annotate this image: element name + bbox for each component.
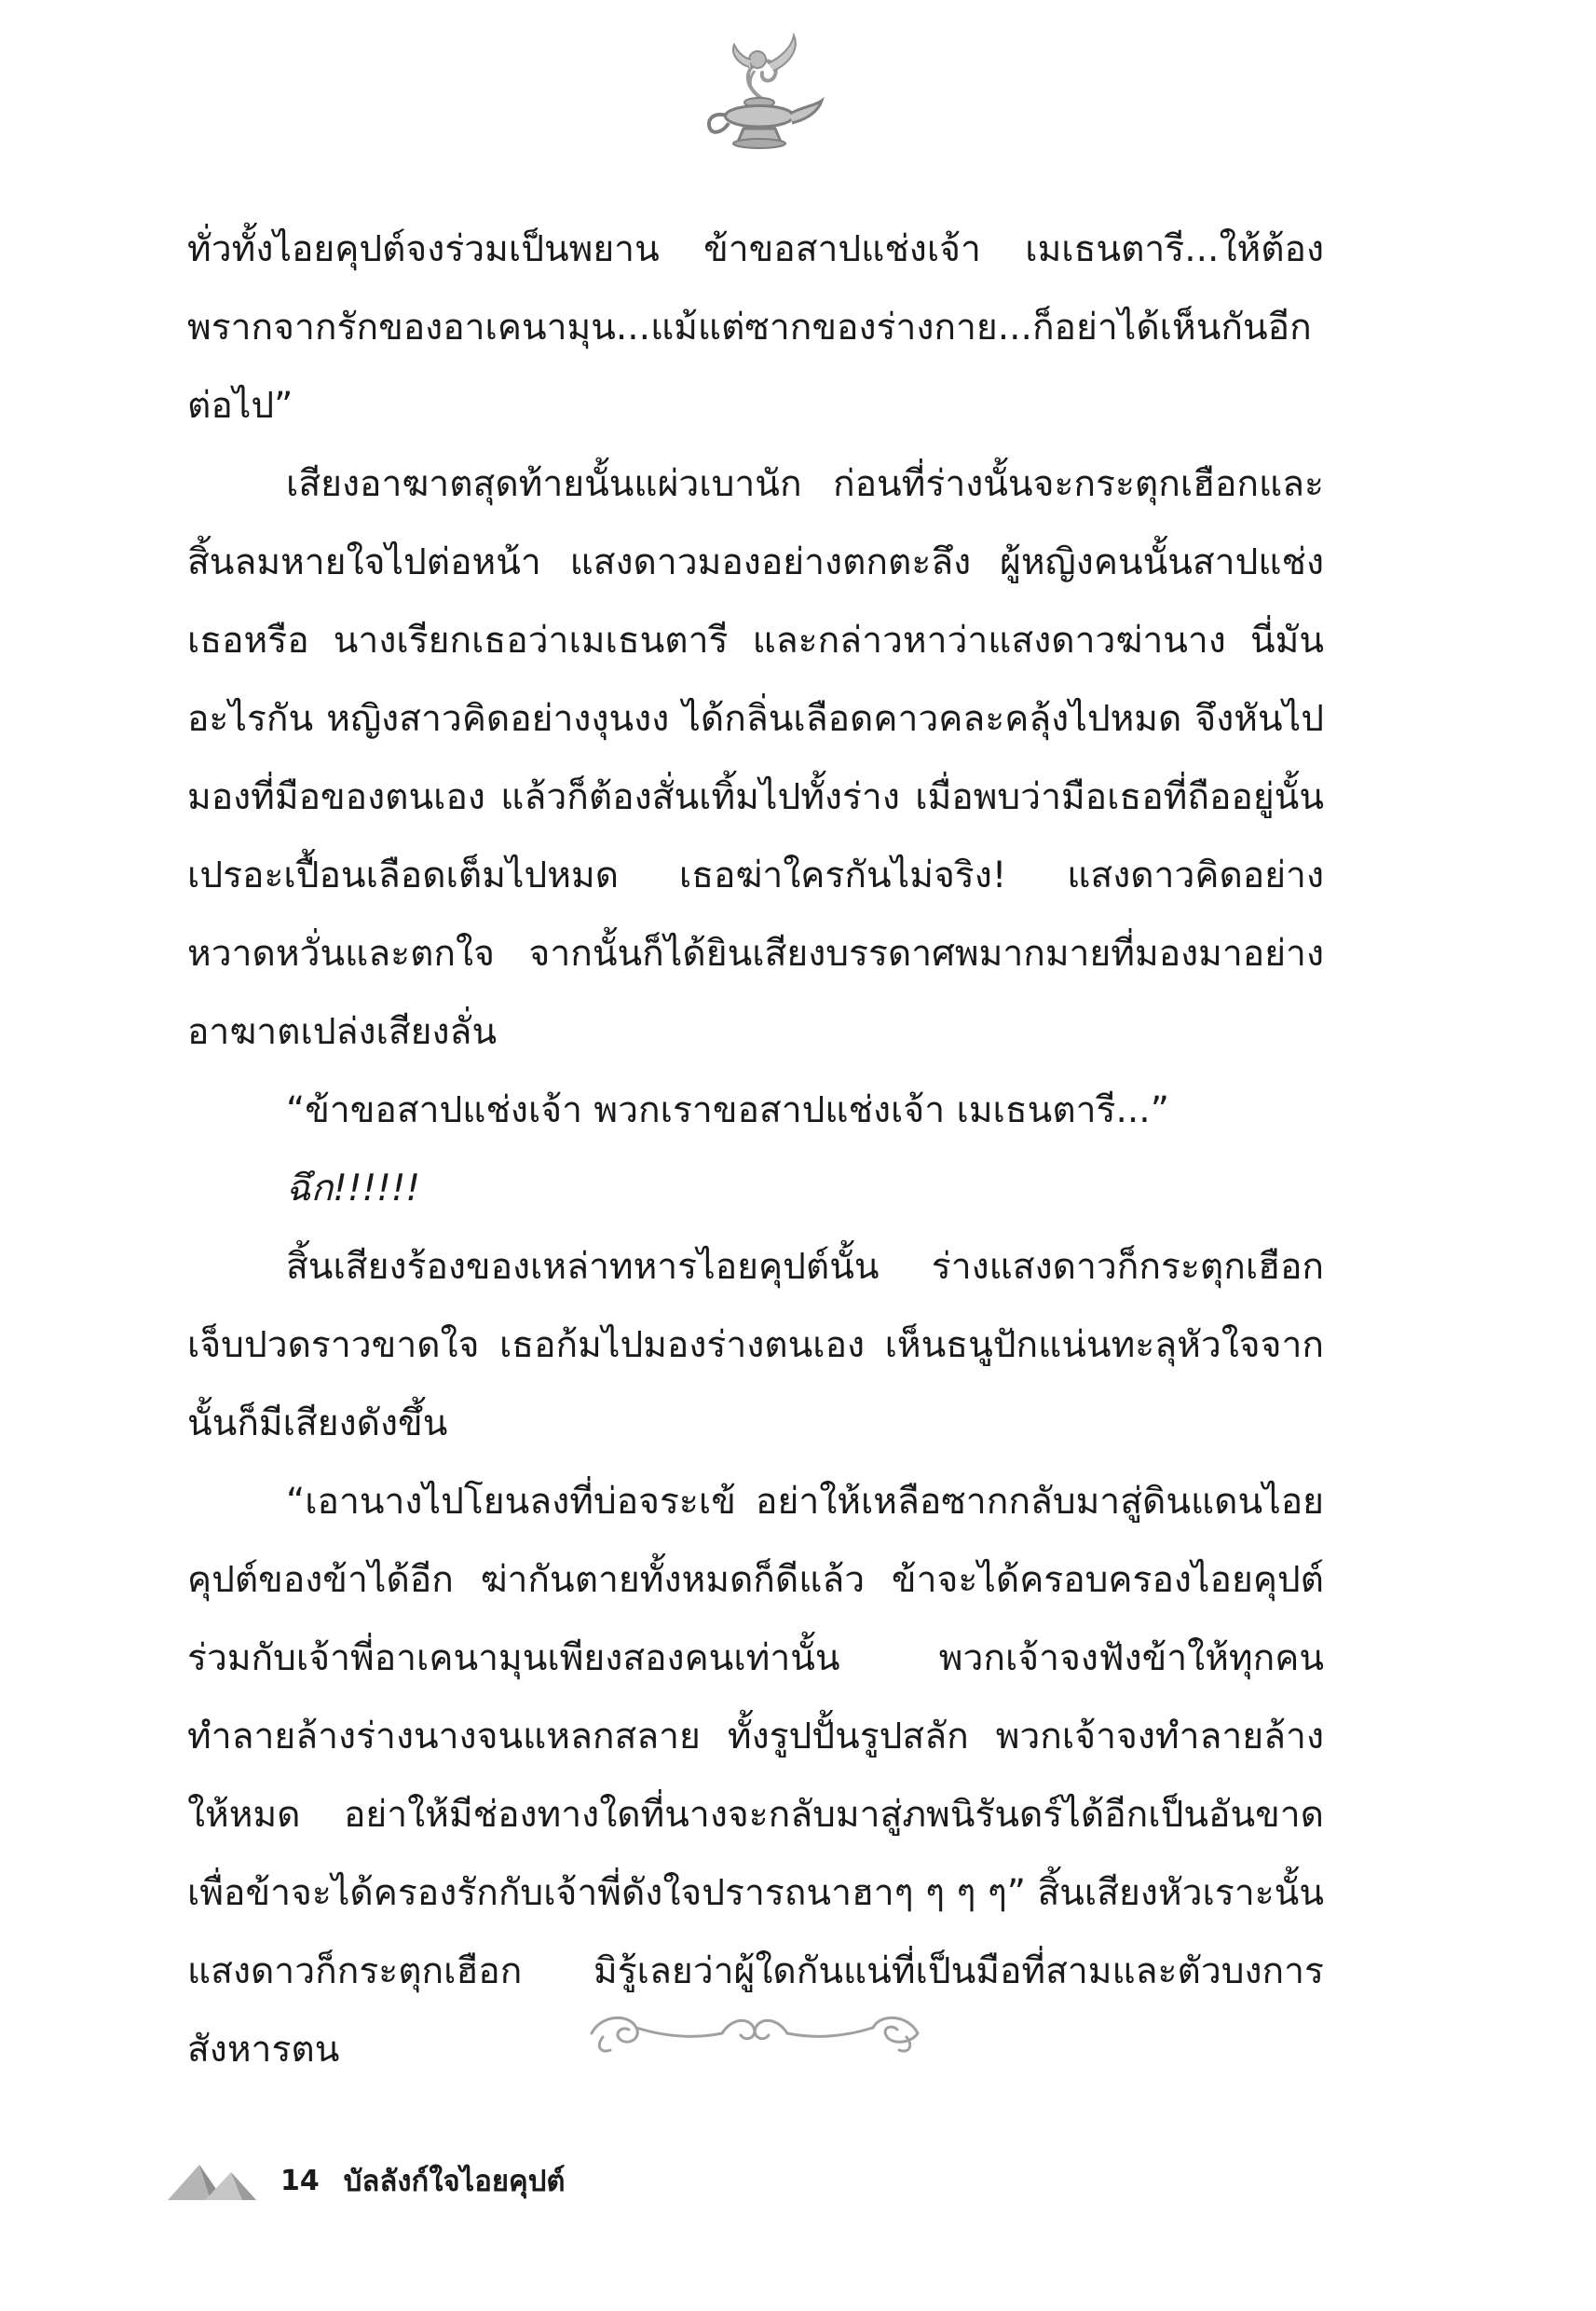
paragraph: เสียงอาฆาตสุดท้ายนั้นแผ่วเบานัก ก่อนที่ร่างนั้นจะกระตุกเฮือกและสิ้นลมหายใจไปต่อหน้า แสงดาวมองอย่างตกตะลึง ผู้หญิงคนนั้นสาปแช่งเธอหรือ นางเรียกเธอว่าเมเธนตารี และกล่าวหาว่าแสงดาวฆ่านาง นี่มันอะไรกัน หญิงสาวคิดอย่างงุนงง ได้กลิ่นเลือดคาวคละคลุ้งไปหมด จึงหันไปมองที่มือของตนเอง แล้วก็ต้องสั่นเทิ้มไปทั้งร่าง เมื่อพบว่ามือเธอที่ถืออยู่นั้นเปรอะเปื้อนเลือดเต็มไปหมด เธอฆ่าใครกันไม่จริง! แสงดาวคิดอย่างหวาดหวั่นและตกใจ จากนั้นก็ได้ยินเสียงบรรดาศพมากมายที่มองมาอย่างอาฆาตเปล่งเสียงลั่น — [187, 463, 1324, 1053]
page-footer — [168, 2153, 566, 2208]
sound-effect: ฉึก!!!!!! — [286, 1168, 420, 1210]
story-text — [187, 211, 1324, 2089]
paragraph: “ข้าขอสาปแช่งเจ้า พวกเราขอสาปแช่งเจ้า เมเธนตารี...” — [286, 1089, 1169, 1131]
pyramid-icon — [168, 2161, 256, 2200]
paragraph: ทั่วทั้งไอยคุปต์จงร่วมเป็นพยาน ข้าขอสาปแช่งเจ้า เมเธนตารี...ให้ต้องพรากจากรักของอาเคนามุน...แม้แต่ซากของร่างกาย...ก็อย่าได้เห็นกันอีกต่อไป” — [187, 228, 1324, 427]
paragraph: “เอานางไปโยนลงที่บ่อจระเข้ อย่าให้เหลือซากกลับมาสู่ดินแดนไอยคุปต์ของข้าได้อีก ฆ่ากันตายทั้งหมดก็ดีแล้ว ข้าจะได้ครอบครองไอยคุปต์ร่วมกับเจ้าพี่อาเคนามุนเพียงสองคนเท่านั้น พวกเจ้าจงฟังข้าให้ทุกคนทำลายล้างร่างนางจนแหลกสลาย ทั้งรูปปั้นรูปสลัก พวกเจ้าจงทำลายล้างให้หมด อย่าให้มีช่องทางใดที่นางจะกลับมาสู่ภพนิรันดร์ได้อีกเป็นอันขาด เพื่อข้าจะได้ครองรักกับเจ้าพี่ดังใจปรารถนาฮาๆ ๆ ๆ ๆ” สิ้นเสียงหัวเราะนั้นแสงดาวก็กระตุกเฮือก มิรู้เลยว่าผู้ใดกันแน่ที่เป็นมือที่สามและตัวบงการสังหารตน — [187, 1481, 1324, 2071]
paragraph: สิ้นเสียงร้องของเหล่าทหารไอยคุปต์นั้น ร่างแสงดาวก็กระตุกเฮือกเจ็บปวดราวขาดใจ เธอก้มไปมองร่างตนเอง เห็นธนูปักแน่นทะลุหัวใจจากนั้นก็มีเสียงดังขึ้น — [187, 1246, 1324, 1444]
genie-lamp-icon — [689, 26, 829, 166]
page-number: 14 — [280, 2164, 320, 2197]
flourish-divider-icon — [582, 1996, 927, 2061]
book-title: บัลลังก์ใจไอยคุปต์ — [343, 2165, 566, 2198]
